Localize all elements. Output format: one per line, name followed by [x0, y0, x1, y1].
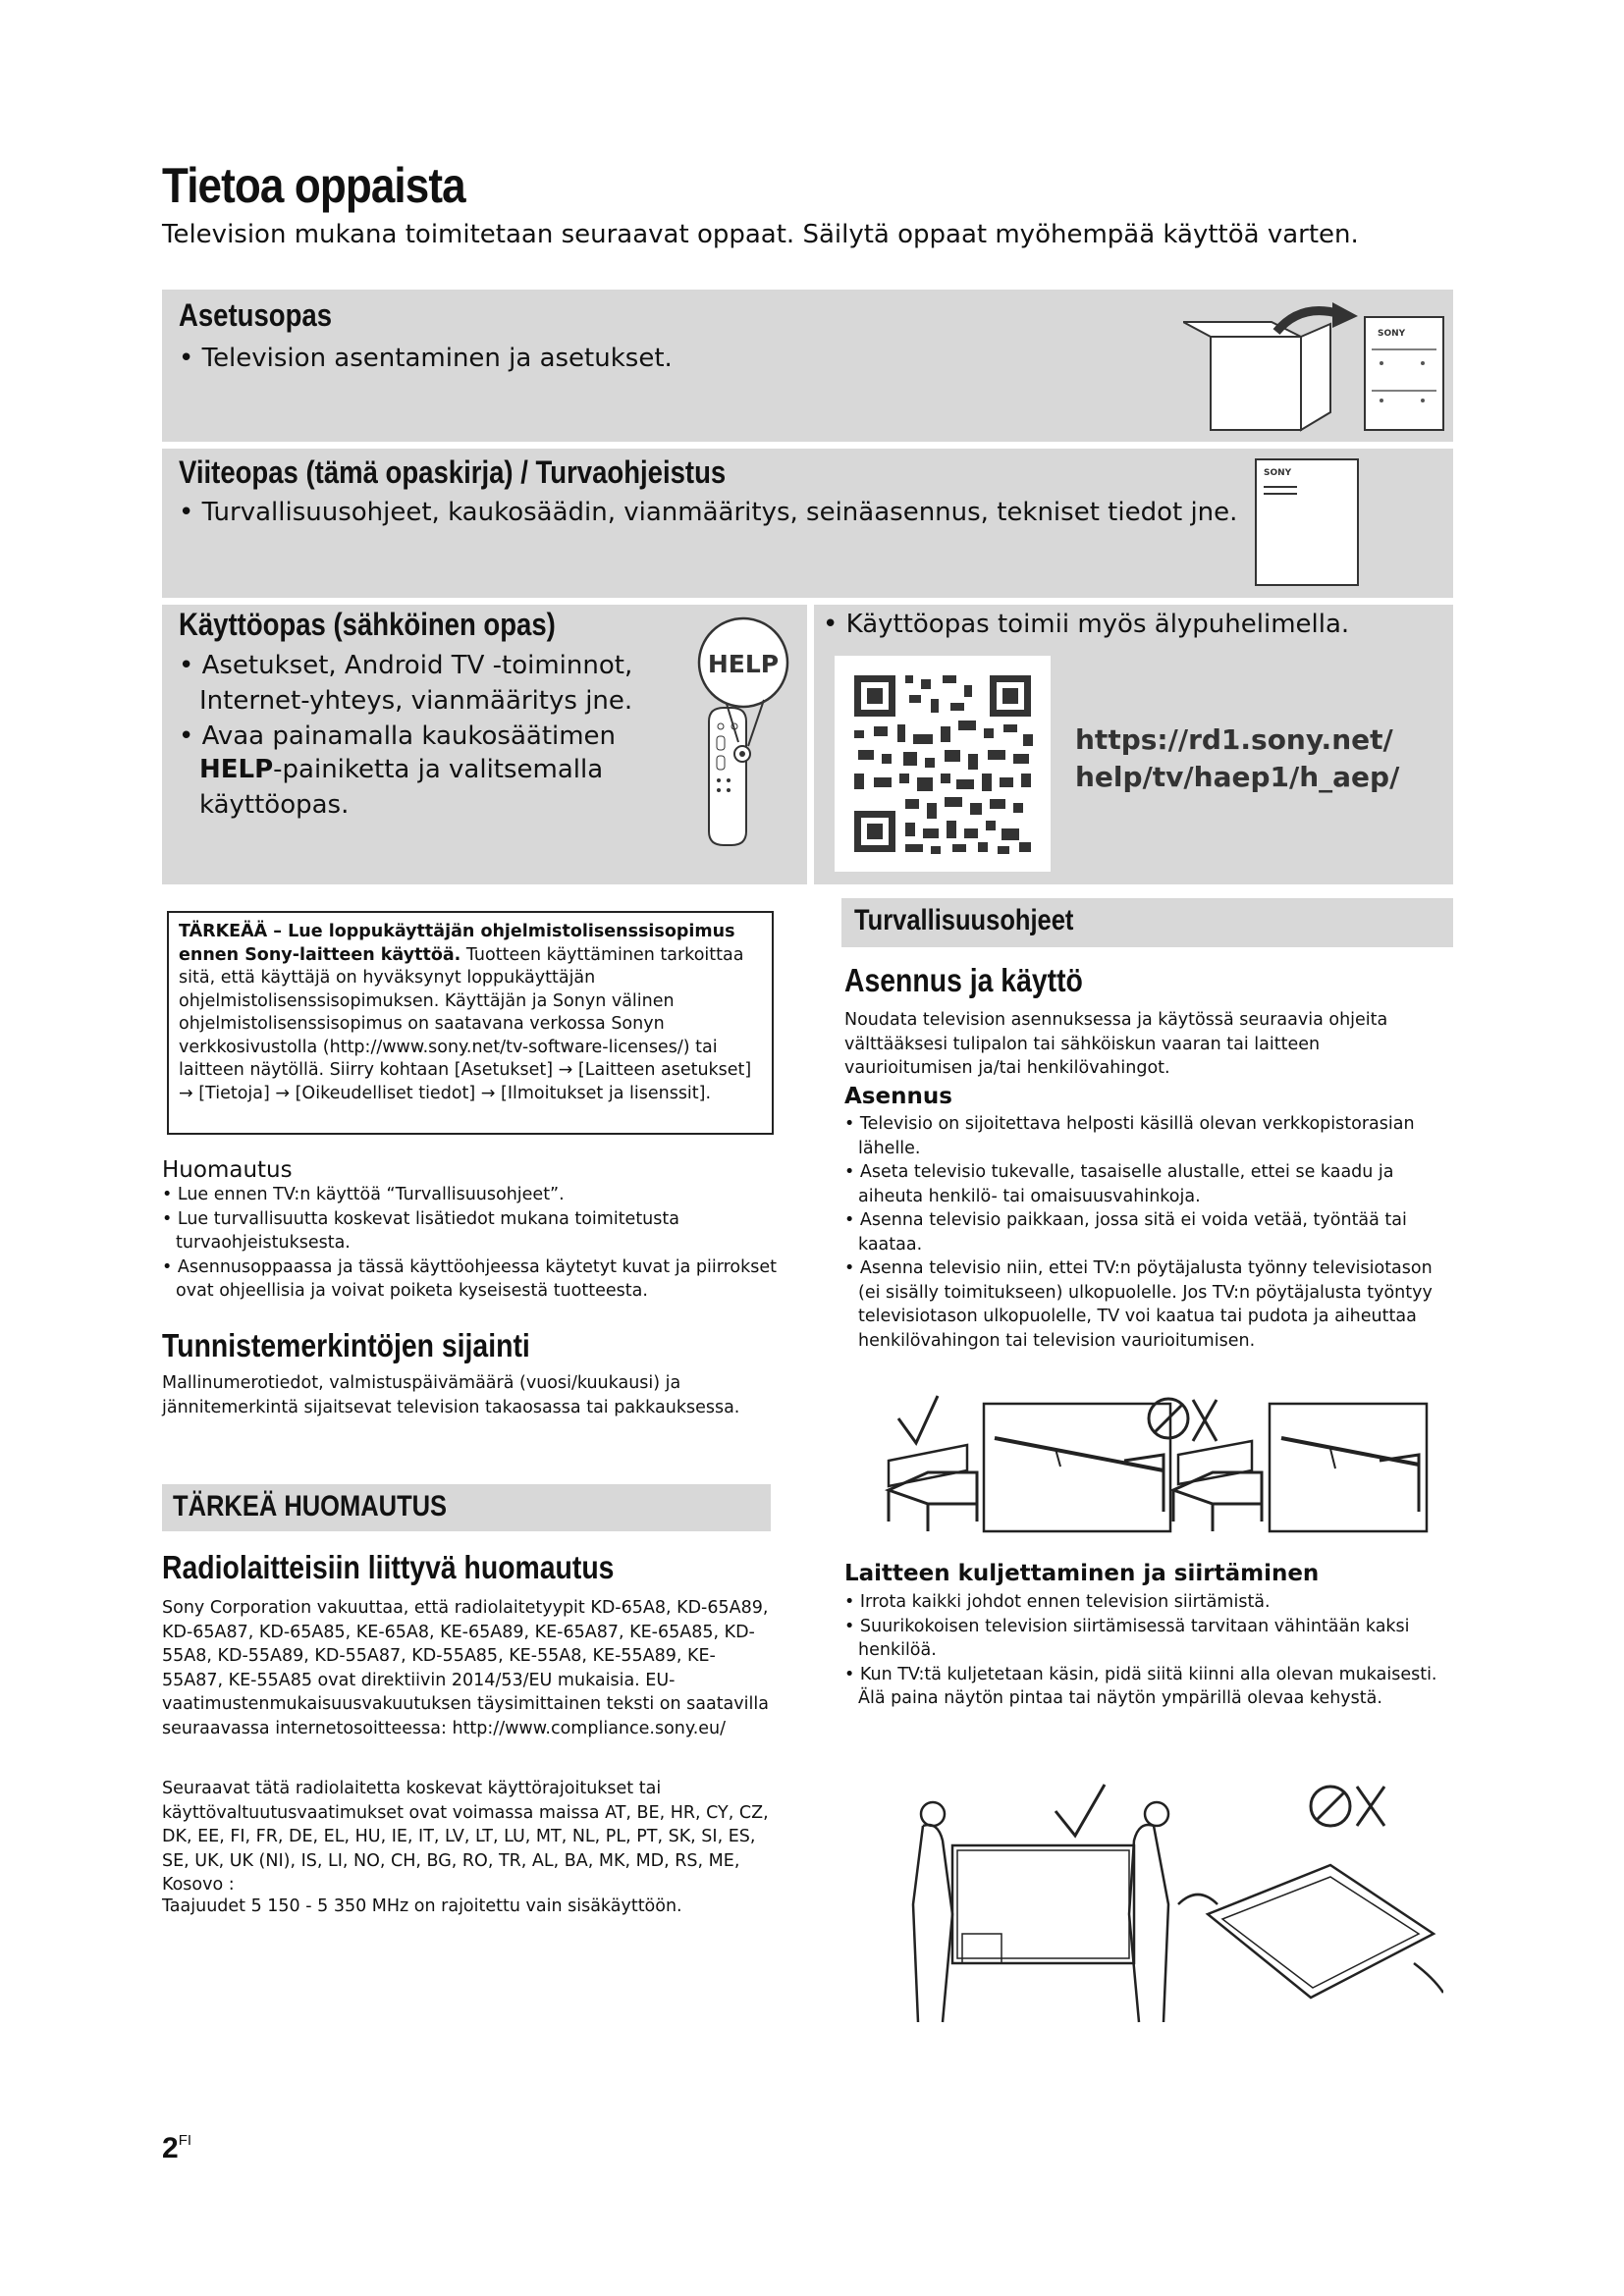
- help-button-icon-label: HELP: [707, 650, 780, 678]
- radio-notice-p2: Seuraavat tätä radiolaitetta koskevat käyttörajoitukset tai käyttövaltuutusvaatimukset ovat voimassa maissa AT, BE, HR, CY, CZ, DK, EE, FI, FR, DE, EL, HU, IE, IT, LV, LT, LU, MT, NL, PL, PT, SK, SI, ES, SE, UK, UK (NI), IS, LI, NO, CH, BG, RO, TR, AL, BA, MK, MD, RS, ME, Kosovo :: [162, 1779, 769, 1895]
- note-item: • Lue ennen TV:n käyttöä “Turvallisuusohjeet”.: [162, 1183, 781, 1207]
- installation-item: • Asenna televisio niin, ettei TV:n pöytäjalusta työnny televisiotason (ei sisälly toimitukseen) ulkopuolelle. Jos TV:n pöytäjalusta työntyy televisiotason ulkopuolelle, TV voi kaatua tai pudota ja aiheuttaa henkilövahingon tai television vaurioitumisen.: [844, 1256, 1453, 1353]
- cross-icon: [1193, 1400, 1217, 1441]
- radio-notice-heading: Radiolaitteisiin liittyvä huomautus: [162, 1549, 615, 1585]
- page-language: FI: [178, 2132, 192, 2149]
- note-item: • Asennusoppaassa ja tässä käyttöohjeessa käytetyt kuvat ja piirrokset ovat ohjeellisia ja voivat poiketa kyseisestä tuotteesta.: [162, 1255, 781, 1304]
- page-subtitle: Television mukana toimitetaan seuraavat oppaat. Säilytä oppaat myöhempää käyttöä varten.: [162, 220, 1359, 249]
- remote-help-illustration: [687, 614, 800, 849]
- svg-text:SONY: SONY: [1264, 468, 1292, 478]
- note-heading: Huomautus: [162, 1157, 293, 1183]
- note-item: • Lue turvallisuutta koskevat lisätiedot mukana toimitetusta turvaohjeistuksesta.: [162, 1207, 781, 1255]
- help-guide-line5: käyttöopas.: [199, 790, 350, 820]
- reference-guide-title: Viiteopas (tämä opaskirja) / Turvaohjeistus: [179, 454, 727, 490]
- important-heading: TÄRKEÄÄ – Lue loppukäyttäjän ohjelmistolisenssisopimus: [179, 922, 735, 941]
- sony-logo: SONY: [1378, 329, 1406, 339]
- transport-item: • Irrota kaikki johdot ennen television siirtämistä.: [844, 1590, 1453, 1615]
- help-url-line1: https://rd1.sony.net/: [1075, 723, 1393, 756]
- help-guide-line3: • Avaa painamalla kaukosäätimen: [179, 721, 617, 751]
- important-body: Tuotteen käyttäminen tarkoittaa sitä, että käyttäjä on hyväksynyt loppukäyttäjän ohjelmistolisenssisopimuksen. Käyttäjän ja Sonyn välinen ohjelmistolisenssisopimus on saatavana verkossa Sonyn verkkosivustolla (http://www.sony.net/tv-software-licenses/) tai laitteen näytöllä. Siirry kohtaan [Asetukset] → [Laitteen asetukset] → [Tietoja] → [Oikeudelliset tiedot] → [Ilmoitukset ja lisenssit].: [179, 944, 752, 1103]
- installation-item: • Asenna televisio paikkaan, jossa sitä ei voida vetää, työntää tai kaataa.: [844, 1208, 1453, 1256]
- installation-item: • Aseta televisio tukevalle, tasaiselle alustalle, ettei se kaadu ja aiheuta henkilö- tai omaisuusvahinkoja.: [844, 1160, 1453, 1208]
- installation-heading: Asennus: [844, 1084, 952, 1109]
- transport-item: • Kun TV:tä kuljetetaan käsin, pidä siitä kiinni alla olevan mukaisesti. Älä paina näytön pintaa tai näytön ympärillä olevaa kehystä.: [844, 1663, 1453, 1711]
- qr-code: [835, 656, 1051, 872]
- radio-notice-p3: Taajuudet 5 150 - 5 350 MHz on rajoitettu vain sisäkäyttöön.: [162, 1896, 682, 1916]
- tv-stand-placement-illustration: [869, 1384, 1429, 1541]
- help-button-name: HELP: [199, 755, 274, 784]
- important-license-box: [167, 911, 774, 1135]
- installation-use-heading: Asennus ja käyttö: [844, 962, 1083, 998]
- safety-bar-label: Turvallisuusohjeet: [854, 904, 1074, 936]
- help-guide-title: Käyttöopas (sähköinen opas): [179, 607, 556, 642]
- reference-guide-bullet: • Turvallisuusohjeet, kaukosäädin, vianmääritys, seinäasennus, tekniset tiedot jne.: [179, 498, 1238, 527]
- page-title: Tietoa oppaista: [162, 158, 465, 213]
- cross-icon: [1357, 1787, 1384, 1826]
- safety-intro: Noudata television asennuksessa ja käytössä seuraavia ohjeita välttääksesi tulipalon tai sähköiskun vaaran tai laitteen vaurioitumisen ja/tai henkilövahingot.: [844, 1010, 1388, 1078]
- radio-notice-p1: Sony Corporation vakuuttaa, että radiolaitetyypit KD-65A8, KD-65A89, KD-65A87, KD-65A85, KE-65A8, KE-65A89, KE-65A87, KE-65A85, KD-55A8, KD-55A89, KD-55A87, KD-55A85, KE-55A8, KE-55A89, KE-55A87, KE-55A85 ovat direktiivin 2014/53/EU mukaisia. EU-vaatimustenmukaisuusvakuutuksen täysimittainen teksti on saatavilla seuraavassa internetosoitteessa: http://www.compliance.sony.eu/: [162, 1598, 769, 1738]
- page-number: $2^{FI}$: [162, 2132, 192, 2164]
- setup-guide-title: Asetusopas: [179, 297, 332, 333]
- help-guide-line1: • Asetukset, Android TV -toiminnot,: [179, 651, 633, 680]
- check-icon: [1056, 1785, 1105, 1836]
- setup-guide-illustration: [1183, 302, 1448, 440]
- help-url-line2: help/tv/haep1/h_aep/: [1075, 761, 1400, 793]
- transport-heading: Laitteen kuljettaminen ja siirtäminen: [844, 1561, 1320, 1586]
- help-guide-line2: Internet-yhteys, vianmääritys jne.: [199, 686, 633, 716]
- note-list: [162, 1183, 781, 1304]
- important-heading-2: ennen Sony-laitteen käyttöä.: [179, 944, 461, 965]
- help-guide-line4: HELP-painiketta ja valitsemalla: [199, 755, 604, 784]
- tv-carrying-illustration: [884, 1767, 1443, 2032]
- important-notice-label: TÄRKEÄ HUOMAUTUS: [173, 1490, 448, 1522]
- transport-list: [844, 1590, 1453, 1711]
- label-location-text: Mallinumerotiedot, valmistuspäivämäärä (vuosi/kuukausi) ja jännitemerkintä sijaitsevat television takaosassa tai pakkauksessa.: [162, 1373, 740, 1417]
- smartphone-note: • Käyttöopas toimii myös älypuhelimella.: [823, 610, 1350, 639]
- installation-list: [844, 1112, 1453, 1353]
- label-location-heading: Tunnistemerkintöjen sijainti: [162, 1327, 530, 1363]
- reference-manual-illustration: [1254, 457, 1362, 590]
- check-icon: [898, 1396, 938, 1443]
- setup-guide-bullet: • Television asentaminen ja asetukset.: [179, 344, 673, 373]
- transport-item: • Suurikokoisen television siirtämisessä tarvitaan vähintään kaksi henkilöä.: [844, 1615, 1453, 1663]
- installation-item: • Televisio on sijoitettava helposti käsillä olevan verkkopistorasian lähelle.: [844, 1112, 1453, 1160]
